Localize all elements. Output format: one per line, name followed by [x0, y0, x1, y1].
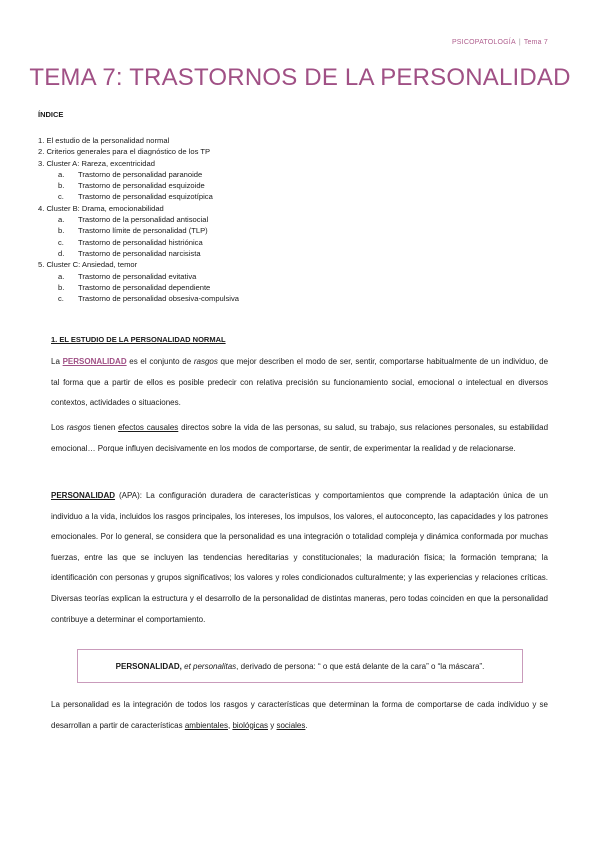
keyword-personalidad-apa: PERSONALIDAD [51, 491, 116, 500]
paragraph-integration: La personalidad es la integración de todos los rasgos y características que determinan la forma de comportarse de cada individuo y se desarrollan a partir de características ambientales, biológicas y sociales. [51, 700, 548, 730]
toc-item: 4. Cluster B: Drama, emocionabilidad [38, 203, 164, 213]
toc-subitem: c. Trastorno de personalidad obsesiva-compulsiva [58, 294, 239, 304]
toc-item: 2. Criterios generales para el diagnóstico de los TP [38, 147, 211, 157]
toc-subitem: c. Trastorno de personalidad esquizotípica [58, 192, 213, 202]
paragraph-apa: PERSONALIDAD (APA): La configuración duradera de características y comportamientos que comprende la adaptación única de un individuo a la vida, incluidos los rasgos principales, los intereses, los impulsos, los valores, el autoconcepto, las capacidades y los patrones emocionales. Por lo general, se considera que la personalidad es una integración o totalidad compleja y dinámica conformada por muchas fuerzas, entre las que se incluyen las tendencias hereditarias y constitucionales; la maduración física; la formación temprana; la identificación con personas y grupos significativos; los valores y roles condicionados culturalmente; y las experiencias y relaciones críticas. Diversas teorías explican la estructura y el desarrollo de la personalidad de distintas maneras, pero todas coinciden en que la personalidad contribuye a determinar el comportamiento. [51, 491, 548, 624]
header-tema: Tema 7 [523, 39, 548, 46]
toc-subitem: d. Trastorno de personalidad narcisista [58, 248, 201, 258]
toc-subitem: b. Trastorno de personalidad esquizoide [58, 181, 205, 191]
toc-subitem: a. Trastorno de personalidad evitativa [58, 271, 197, 281]
toc-item: 5. Cluster C: Ansiedad, temor [38, 260, 138, 270]
etymology-box: PERSONALIDAD, et personalitas, derivado de persona: “ o que está delante de la cara” o “la máscara”. [77, 649, 523, 683]
paragraph-rasgos: Los rasgos tienen efectos causales directos sobre la vida de las personas, su salud, su trabajo, sus relaciones personales, su estabilidad emocional… Porque influyen decisivamente en los modos de comportarse, de sentir, de experimentar la realidad y de relacionarse. [51, 423, 549, 453]
toc-subitem: c. Trastorno de personalidad histriónica [58, 237, 203, 247]
table-of-contents [38, 135, 239, 304]
header-subject: PSICOPATOLOGÍA [451, 39, 516, 46]
underlined-term: efectos causales [118, 423, 179, 432]
index-heading: ÍNDICE [38, 110, 64, 119]
section-heading: 1. EL ESTUDIO DE LA PERSONALIDAD NORMAL [51, 335, 226, 344]
toc-subitem: b. Trastorno de personalidad dependiente [58, 282, 211, 292]
page-title: TEMA 7: TRASTORNOS DE LA PERSONALIDAD [29, 64, 571, 91]
toc-item: 1. El estudio de la personalidad normal [38, 136, 170, 145]
paragraph-definition: La PERSONALIDAD es el conjunto de rasgos que mejor describen el modo de ser, sentir, comportarse habitualmente de un individuo, de tal forma que a partir de ellos es posible predecir con relativa precisión su funcionamiento social, emocional o intelectual en diversos contextos, actividades o situaciones. [51, 357, 549, 408]
keyword-personalidad: PERSONALIDAD [62, 357, 127, 366]
toc-subitem: a. Trastorno de la personalidad antisocial [58, 215, 209, 225]
header-separator: | [518, 39, 521, 46]
page-header [452, 39, 548, 46]
toc-subitem: b. Trastorno límite de personalidad (TLP) [58, 226, 208, 236]
toc-subitem: a. Trastorno de personalidad paranoide [58, 169, 203, 179]
toc-item: 3. Cluster A: Rareza, excentricidad [38, 158, 155, 168]
